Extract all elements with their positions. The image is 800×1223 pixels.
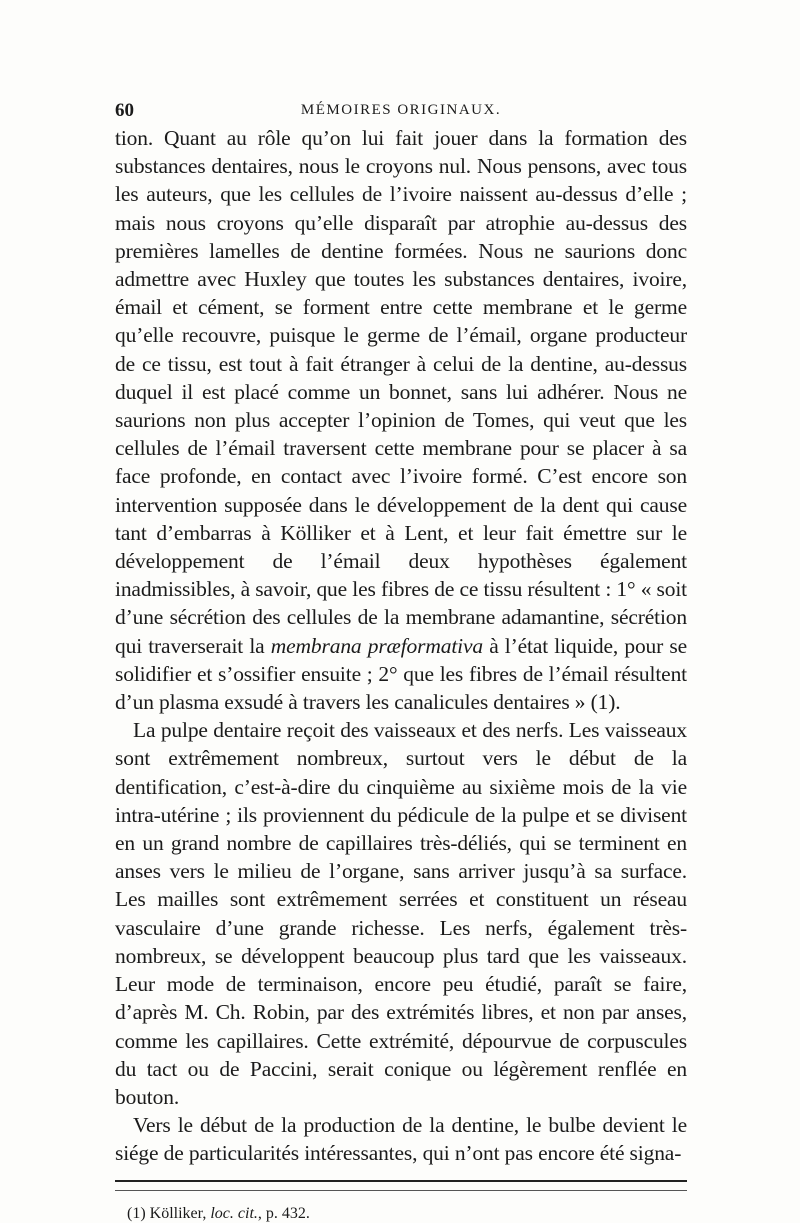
paragraph (115, 124, 687, 716)
text-segment: La pulpe dentaire reçoit des vaisseaux et des nerfs. Les vaisseaux sont extrêmement nombreux, surtout vers le début de la dentification, c’est-à-dire du cinquième au sixième mois de la vie intra-utérine ; ils proviennent du pédicule de la pulpe et se divisent en un grand nombre de capillaires très-déliés, qui se terminent en anses vers le milieu de l’organe, sans arriver jusqu’à sa surface. Les mailles sont extrêmement serrées et constituent un réseau vasculaire d’une grande richesse. Les nerfs, également très-nombreux, se développent beaucoup plus tard que les vaisseaux. Leur mode de terminaison, encore peu étudié, paraît se faire, d’après M. Ch. Robin, par des extrémités libres, et non par anses, comme les capillaires. Cette extrémité, dépourvue de corpuscules du tact ou de Paccini, serait conique ou légèrement renflée en bouton. (115, 718, 687, 1109)
italic-text-segment: membrana præformativa (270, 633, 483, 658)
footnote-page: , p. 432. (257, 1204, 310, 1222)
paragraph (115, 1111, 687, 1167)
page-number: 60 (115, 100, 134, 121)
footnote-divider (115, 1180, 687, 1182)
document-page (115, 96, 687, 1223)
footnote (127, 1205, 687, 1223)
text-segment: à l’état liquide, pour se solidifier et s’ossifier ensuite ; 2° que les fibres de l’émail résultent d’un plasma exsudé à travers les canalicules dentaires » (1). (115, 633, 687, 715)
footnote-divider-thin (115, 1190, 687, 1191)
paragraph (115, 716, 687, 1111)
body-text (115, 124, 687, 1168)
footnote-reference: loc. cit. (210, 1204, 258, 1222)
footnote-marker: (1) (127, 1204, 146, 1222)
running-title: MÉMOIRES ORIGINAUX. (300, 102, 502, 118)
text-segment: tion. Quant au rôle qu’on lui fait jouer dans la formation des substances dentaires, nous le croyons nul. Nous pensons, avec tous les auteurs, que les cellules de l’ivoire naissent au-dessus d’elle ; mais nous croyons qu’elle disparaît par atrophie au-dessus des premières lamelles de dentine formées. Nous ne saurions donc admettre avec Huxley que toutes les substances dentaires, ivoire, émail et cément, se forment entre cette membrane et le germe qu’elle recouvre, puisque le germe de l’émail, organe producteur de ce tissu, est tout à fait étranger à celui de la dentine, au-dessus duquel il est placé comme un bonnet, sans lui adhérer. Nous ne saurions non plus accepter l’opinion de Tomes, qui veut que les cellules de l’émail traversent cette membrane pour se placer à sa face profonde, en contact avec l’ivoire formé. C’est encore son intervention supposée dans le développement de la dent qui cause tant d’embarras à Kölliker et à Lent, et leur fait émettre sur le développement de l’émail deux hypothèses également inadmissibles, à savoir, que les fibres de ce tissu résultent : 1° « soit d’une sécrétion des cellules de la membrane adamantine, sécrétion qui traverserait la (115, 126, 687, 658)
footnote-author: Kölliker, (149, 1204, 207, 1222)
text-segment: Vers le début de la production de la dentine, le bulbe devient le siége de particularités intéressantes, qui n’ont pas encore été signa- (115, 1113, 687, 1166)
page-header (115, 96, 687, 124)
